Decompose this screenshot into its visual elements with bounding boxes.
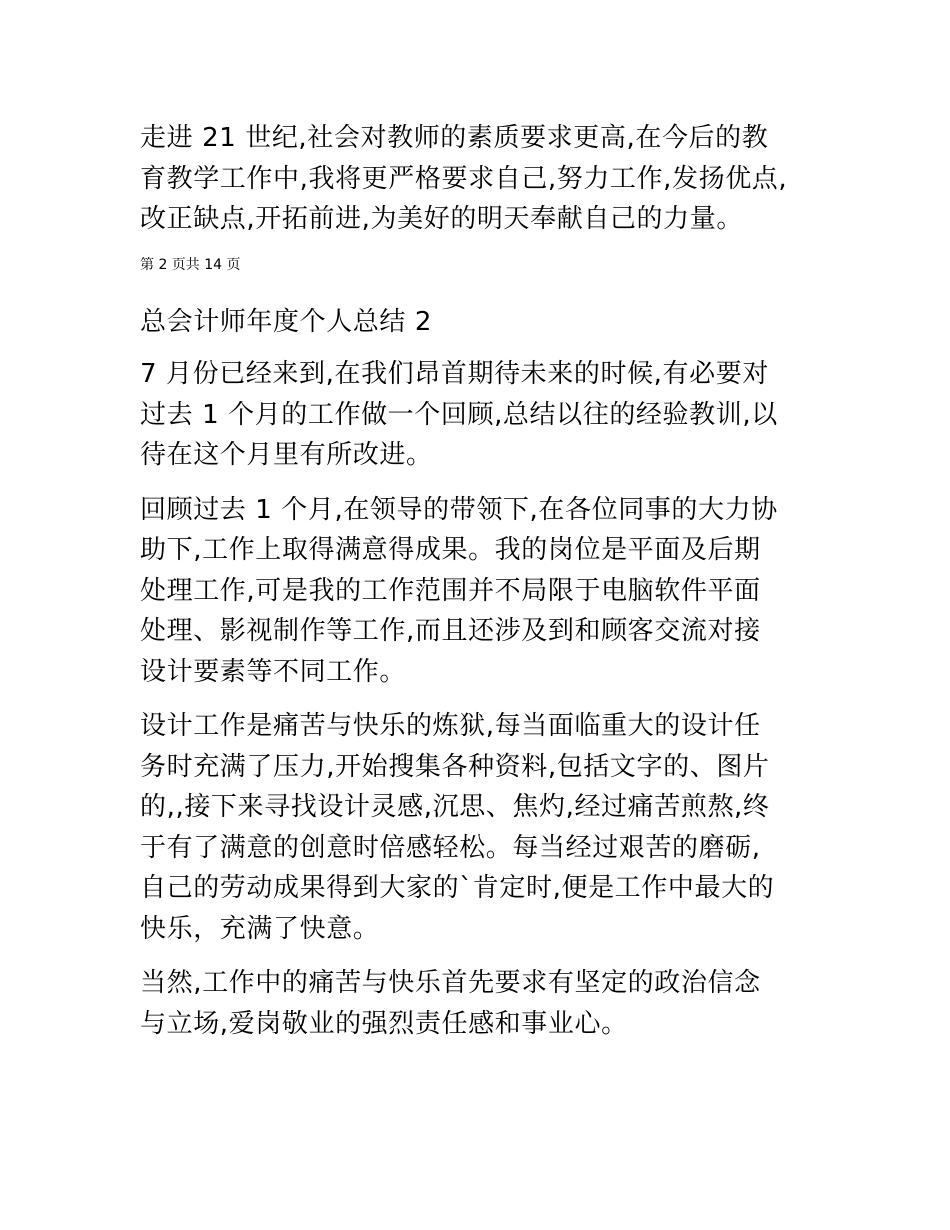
text-line: 处理、影视制作等工作,而且还涉及到和顾客交流对接 (140, 616, 761, 646)
document-page (140, 118, 810, 1044)
paragraph-2 (140, 354, 810, 476)
text-line: 育教学工作中,我将更严格要求自己,努力工作,发扬优点, (140, 163, 788, 194)
text-line: 的,,接下来寻找设计灵感,沉思、焦灼,经过痛苦煎熬,终 (140, 792, 770, 822)
text-line: 7 月份已经来到,在我们昂首期待未来的时候,有必要对 (140, 359, 769, 389)
paragraph-4 (140, 706, 810, 949)
text-line: 务时充满了压力,开始搜集各种资料,包括文字的、图片 (140, 751, 770, 782)
text-line: 与立场,爱岗敬业的强烈责任感和事业心。 (140, 1008, 628, 1039)
text-line: 快乐，充满了快意。 (140, 913, 380, 944)
text-line: 回顾过去 1 个月,在领导的带领下,在各位同事的大力协 (140, 494, 778, 525)
page-number: 第 2 页共 14 页 (140, 256, 241, 273)
heading-text: 总会计师年度个人总结 2 (140, 306, 433, 337)
section-heading (140, 302, 810, 343)
text-line: 于有了满意的创意时倍感轻松。每当经过艰苦的磨砺, (140, 832, 761, 863)
text-line: 改正缺点,开拓前进,为美好的明天奉献自己的力量。 (140, 204, 743, 234)
text-line: 当然,工作中的痛苦与快乐首先要求有坚定的政治信念 (140, 968, 761, 998)
text-line: 助下,工作上取得满意得成果。我的岗位是平面及后期 (140, 535, 761, 565)
text-line: 过去 1 个月的工作做一个回顾,总结以往的经验教训,以 (140, 399, 778, 430)
text-line: 待在这个月里有所改进。 (140, 440, 433, 470)
paragraph-3 (140, 490, 810, 693)
text-line: 设计工作是痛苦与快乐的炼狱,每当面临重大的设计任 (140, 711, 761, 741)
paragraph-5 (140, 963, 810, 1044)
text-line: 处理工作,可是我的工作范围并不局限于电脑软件平面 (140, 575, 761, 606)
text-line: 设计要素等不同工作。 (140, 656, 407, 687)
text-line: 自己的劳动成果得到大家的`肯定时,便是工作中最大的 (140, 873, 775, 903)
text-line: 走进 21 世纪,社会对教师的素质要求更高,在今后的教 (140, 123, 769, 153)
paragraph-1 (140, 118, 810, 240)
